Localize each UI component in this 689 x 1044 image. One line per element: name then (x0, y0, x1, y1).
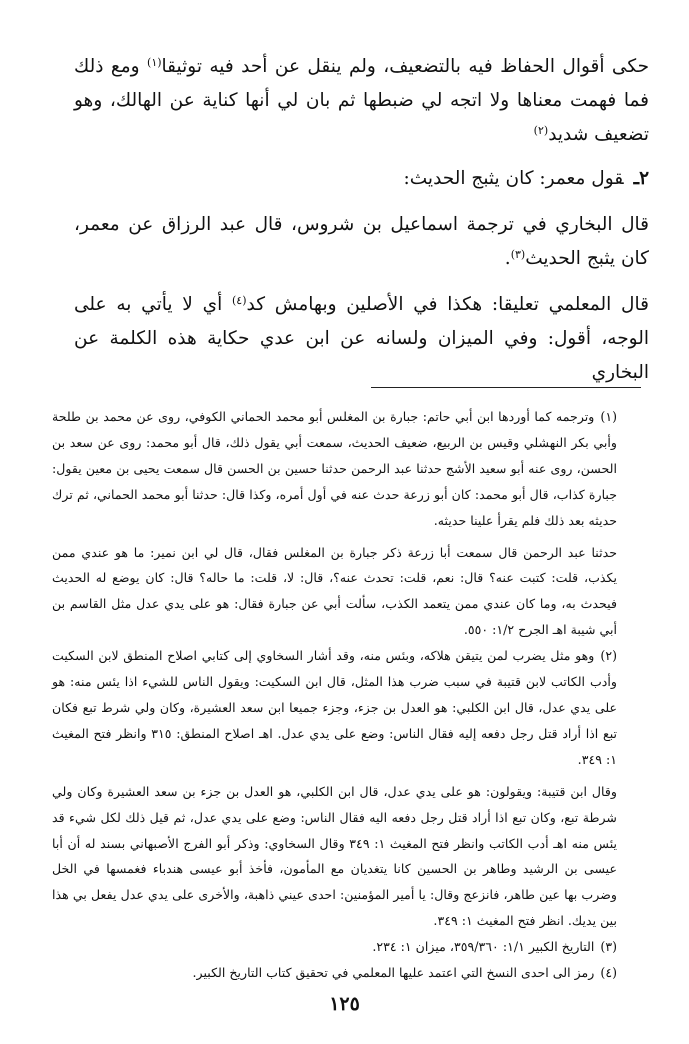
paragraph-1 (74, 50, 649, 152)
section-title: قول معمر: كان يثبج الحديث: (403, 168, 624, 189)
paragraph-2 (74, 208, 649, 276)
footnote-text: وقال ابن قتيبة: ويقولون: هو على يدي عدل، قال ابن الكلبي، هو العدل بن جزء بن سعد العشيرة وكان ولي شرطة تبع، وكان تبع اذا أراد قتل رجل دفعه اليه فقال الناس: وضع على يدي عدل، ثم قيل ذلك لكل شيء قد يئس منه اهـ أدب الكاتب وانظر فتح المغيث ١: ٣٤٩ وقال السخاوي: وذكر أبو الفرج الأصبهاني بسند له أن أبا عيسى بن الرشيد وطاهر بن الحسين كانا يتغديان مع المأمون، فأخذ أبو عيسى هندباء فغمسها في الخل وضرب بها عين طاهر، فانزعج وقال: يا أمير المؤمنين: احدى عيني ذاهبة، والأخرى على يدي عدل يفعل بي هذا بين يديك. انظر فتح المغيث ١: ٣٤٩. (52, 783, 617, 929)
footnote-2-continuation (52, 779, 617, 934)
footnote-text: التاريخ الكبير ١/١: ٣٥٩/٣٦٠، ميزان ١: ٢٣٤. (372, 939, 595, 955)
footnote-2 (52, 643, 617, 773)
footnote-number: (١) (600, 409, 617, 424)
footnote-number: (٤) (600, 965, 617, 981)
footnote-3 (52, 934, 617, 960)
paragraph-2-text: قال البخاري في ترجمة اسماعيل بن شروس، قال عبد الرزاق عن معمر، كان يثبج الحديث (74, 214, 649, 269)
paragraph-3-text-cont: أي لا يأتي به على الوجه، أقول: وفي الميزان ولسانه عن ابن عدي حكاية هذه الكلمة عن البخاري (74, 294, 649, 383)
footnote-4 (52, 960, 617, 986)
footnote-text: وترجمه كما أوردها ابن أبي حاتم: جبارة بن المغلس أبو محمد الحماني الكوفي، روى عن محمد بن طلحة وأبي بكر النهشلي وقيس بن الربيع، ضعيف الحديث، سمعت أبي يقول ذلك، قال أبو محمد: روى عن سعد بن الحسن، روى عنه أبو سعيد الأشج حدثنا عبد الرحمن حدثنا حسين بن الحسن قال سمعت يحيى بن معين يقول: جبارة كذاب، قال أبو محمد: كان أبو زرعة حدث عنه في أول أمره، وكذا قال: حدثنا أبو محمد الحماني، ثم ترك حديثه بعد ذلك فلم يقرأ علينا حديثه. (52, 409, 617, 528)
page-number: ١٢٥ (329, 993, 360, 1015)
footnote-ref-3[interactable]: (٣) (510, 248, 526, 261)
footnote-divider (371, 387, 641, 388)
section-heading (74, 162, 649, 196)
paragraph-3-text: قال المعلمي تعليقا: هكذا في الأصلين وبهامش كد (246, 294, 649, 315)
footnote-text: وهو مثل يضرب لمن يتيقن هلاكه، وبئس منه، وقد أشار السخاوي إلى كتابي اصلاح المنطق لابن السكيت وأدب الكاتب لابن قتيبة في سبب ضرب هذا المثل، قال ابن السكيت: ويقول الناس للشيء اذا يئس منه: هو على يدي عدل، قال ابن الكلبي: هو العدل بن جزء، وجزء جميعا ابن سعد العشيرة، وكان ولي شرط تبع فكان تبع اذا أراد قتل رجل دفعه إليه فقال الناس: وضع على يدي عدل. اهـ اصلاح المنطق: ٣١٥ وانظر فتح المغيث ١: ٣٤٩. (52, 648, 618, 767)
paragraph-1-text: حكى أقوال الحفاظ فيه بالتضعيف، ولم ينقل عن أحد فيه توثيقا (161, 56, 649, 77)
footnote-text: حدثنا عبد الرحمن قال سمعت أبا زرعة ذكر جبارة بن المغلس فقال، قال لي ابن نمير: ما هو عندي ممن يكذب، قلت: كتبت عنه؟ قال: نعم، قلت: تحدث عنه؟، قال: لا، قلت: ما حاله؟ قال: كان يوضع له الحديث فيحدث به، وما كان عندي ممن يتعمد الكذب، سألت أبي عن جبارة فقال: هو على يدي عدل مثل القاسم بن أبي شيبة اهـ الجرح ١/٢: ٥٥٠. (52, 544, 617, 638)
main-text (74, 50, 649, 390)
paragraph-3 (74, 288, 649, 390)
footnote-text: رمز الى احدى النسخ التي اعتمد عليها المعلمي في تحقيق كتاب التاريخ الكبير. (192, 965, 595, 981)
footnote-ref-2[interactable]: (٢) (533, 124, 549, 137)
footnote-number: (٢) (600, 648, 617, 664)
section-number: ٢ـ (633, 168, 649, 189)
footnote-1 (52, 404, 617, 534)
paragraph-1-text-cont: ومع ذلك فما فهمت معناها ولا اتجه لي ضبطها ثم بان لي أنها كناية عن الهالك، وهو تضعيف شديد (74, 56, 649, 145)
footnote-ref-1[interactable]: (١) (147, 56, 162, 69)
footnote-number: (٣) (600, 939, 617, 955)
paragraph-2-end: . (504, 248, 511, 269)
footnote-ref-4[interactable]: (٤) (232, 294, 247, 307)
footnotes (52, 404, 617, 986)
footnote-1-continuation (52, 540, 617, 644)
